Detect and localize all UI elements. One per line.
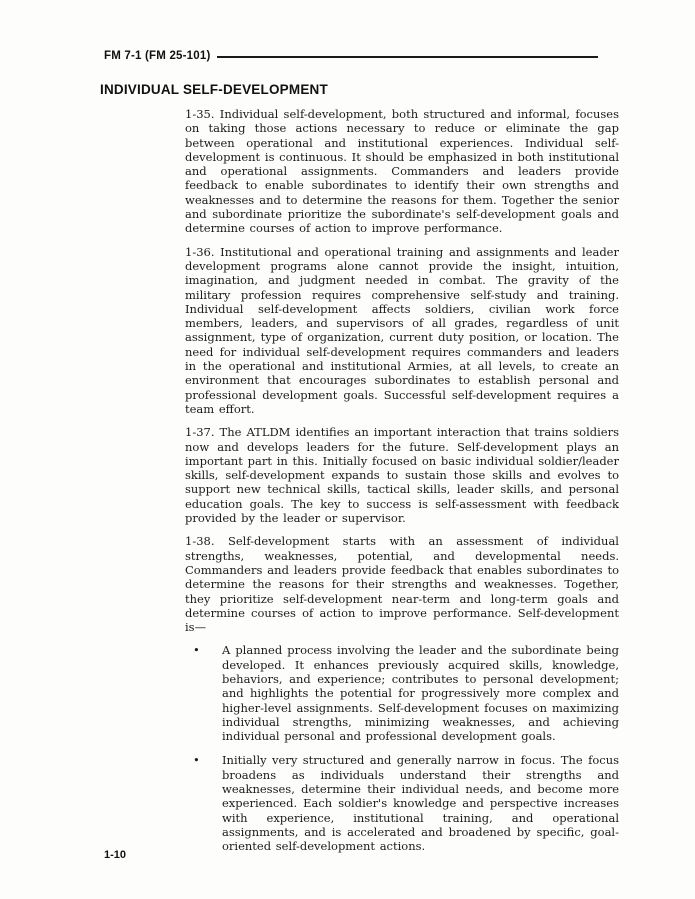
bullet-icon: •	[193, 753, 200, 768]
list-item	[185, 753, 619, 853]
page-header	[104, 50, 598, 62]
paragraph-1-35: 1-35. Individual self-development, both structured and informal, focuses on taking those actions necessary to reduce or eliminate the gap between operational and institutional experiences. Individual self-development is continuous. It should be emphasized in both institutional and operational assignments. Commanders and leaders provide feedback to enable subordinates to identify their own strengths and weaknesses and to determine the reasons for them. Together the senior and subordinate prioritize the subordinate's self-development goals and determine courses of action to improve performance.	[185, 107, 619, 236]
section-title: INDIVIDUAL SELF-DEVELOPMENT	[100, 82, 328, 97]
bullet-icon: •	[193, 643, 200, 658]
bullet-text: Initially very structured and generally narrow in focus. The focus broadens as individuals understand their strengths and weaknesses, determine their individual needs, and become more experienced. Each soldier's knowledge and perspective increases with experience, institutional training, and operational assignments, and is accelerated and broadened by specific, goal-oriented self-development actions.	[222, 753, 619, 854]
bullet-list	[185, 643, 619, 853]
paragraph-1-38: 1-38. Self-development starts with an assessment of individual strengths, weaknesses, potential, and developmental needs. Commanders and leaders provide feedback that enables subordinates to determine the reasons for their strengths and weaknesses. Together, they prioritize self-development near-term and long-term goals and determine courses of action to improve performance. Self-development is—	[185, 534, 619, 635]
page-footer	[104, 843, 126, 862]
body-text-column	[185, 107, 619, 864]
header-rule	[217, 56, 598, 58]
bullet-text: A planned process involving the leader and the subordinate being developed. It enhances previously acquired skills, knowledge, behaviors, and experience; contributes to personal development; and highlights the potential for progressively more complex and higher-level assignments. Self-development focuses on maximizing individual strengths, minimizing weaknesses, and achieving individual personal and professional development goals.	[222, 643, 619, 744]
list-item	[185, 643, 619, 743]
document-reference: FM 7-1 (FM 25-101)	[104, 50, 211, 62]
paragraph-1-36: 1-36. Institutional and operational training and assignments and leader development programs alone cannot provide the insight, intuition, imagination, and judgment needed in combat. The gravity of the military profession requires comprehensive self-study and training. Individual self-development affects soldiers, civilian work force members, leaders, and supervisors of all grades, regardless of unit assignment, type of organization, current duty position, or location. The need for individual self-development requires commanders and leaders in the operational and institutional Armies, at all levels, to create an environment that encourages subordinates to establish personal and professional development goals. Successful self-development requires a team effort.	[185, 244, 619, 416]
page-number: 1-10	[104, 849, 127, 861]
paragraph-1-37: 1-37. The ATLDM identifies an important interaction that trains soldiers now and develops leaders for the future. Self-development plays an important part in this. Initially focused on basic individual soldier/leader skills, self-development expands to sustain those skills and evolves to support new technical skills, tactical skills, leader skills, and personal education goals. The key to success is self-assessment with feedback provided by the leader or supervisor.	[185, 425, 619, 526]
